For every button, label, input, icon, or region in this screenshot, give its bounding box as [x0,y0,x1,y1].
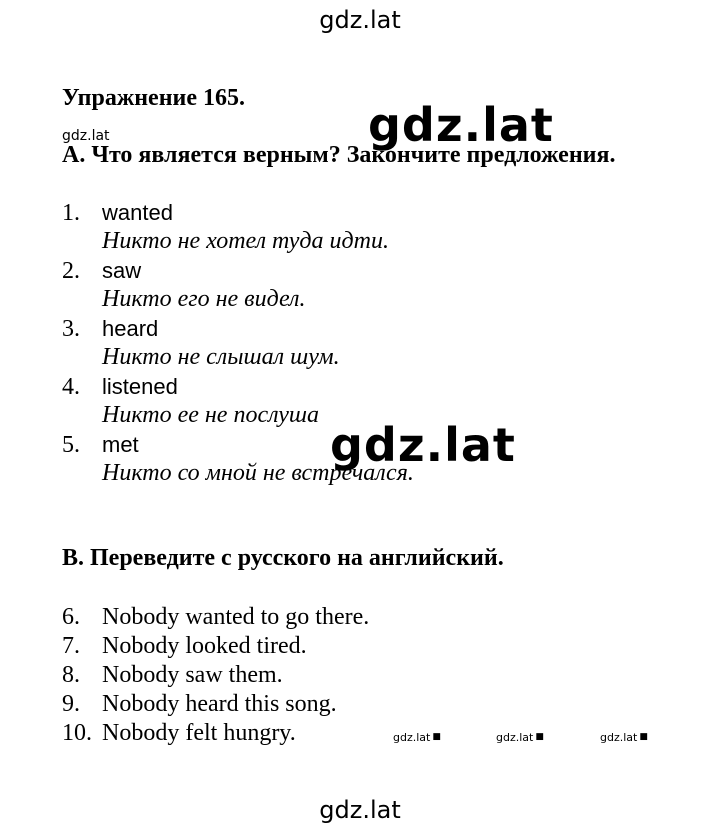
section-b-heading: B. Переведите с русского на английский. [62,545,504,571]
section-b-item [62,719,296,748]
watermark-top: gdz.lat [319,6,401,34]
item-answer: Nobody saw them. [102,662,283,688]
item-answer: listened [102,374,178,399]
item-number: 4. [62,374,80,400]
section-a-item [62,198,173,228]
item-translation: Никто со мной не встречался. [102,460,414,486]
watermark-large: gdz.lat [330,418,516,472]
item-number: 7. [62,633,80,659]
item-number: 9. [62,691,80,717]
item-translation: Никто не слышал шум. [102,344,340,370]
item-number: 3. [62,316,80,342]
section-b-item [62,661,283,690]
item-number: 10. [62,720,92,746]
item-answer: Nobody heard this song. [102,691,337,717]
section-b-item [62,603,369,632]
item-number: 2. [62,258,80,284]
watermark-large: gdz.lat [368,98,554,152]
item-number: 8. [62,662,80,688]
watermark-small: gdz.lat [62,128,110,144]
item-translation: Никто его не видел. [102,286,306,312]
section-a-item [62,372,178,402]
item-answer: saw [102,258,142,283]
section-a-item [62,430,139,460]
item-number: 1. [62,200,80,226]
watermark-tiny: gdz.lat ■ [393,731,441,744]
watermark-tiny: gdz.lat ■ [600,731,648,744]
item-translation: Никто ее не послуша [102,402,320,428]
item-answer: Nobody wanted to go there. [102,604,370,630]
item-number: 5. [62,432,80,458]
section-a-heading: A. Что является верным? Закончите предложения. [62,142,616,168]
section-b-item [62,690,337,719]
section-a-item [62,314,158,344]
section-b-item [62,632,307,661]
item-answer: wanted [102,200,173,225]
item-answer: Nobody felt hungry. [102,720,296,746]
item-number: 6. [62,604,80,630]
item-answer: Nobody looked tired. [102,633,307,659]
exercise-title: Упражнение 165. [62,85,246,111]
section-a-item [62,256,141,286]
watermark-tiny: gdz.lat ■ [496,731,544,744]
item-translation: Никто не хотел туда идти. [102,228,389,254]
item-answer: heard [102,316,159,341]
watermark-bottom: gdz.lat [319,796,401,824]
item-answer: met [102,432,139,457]
